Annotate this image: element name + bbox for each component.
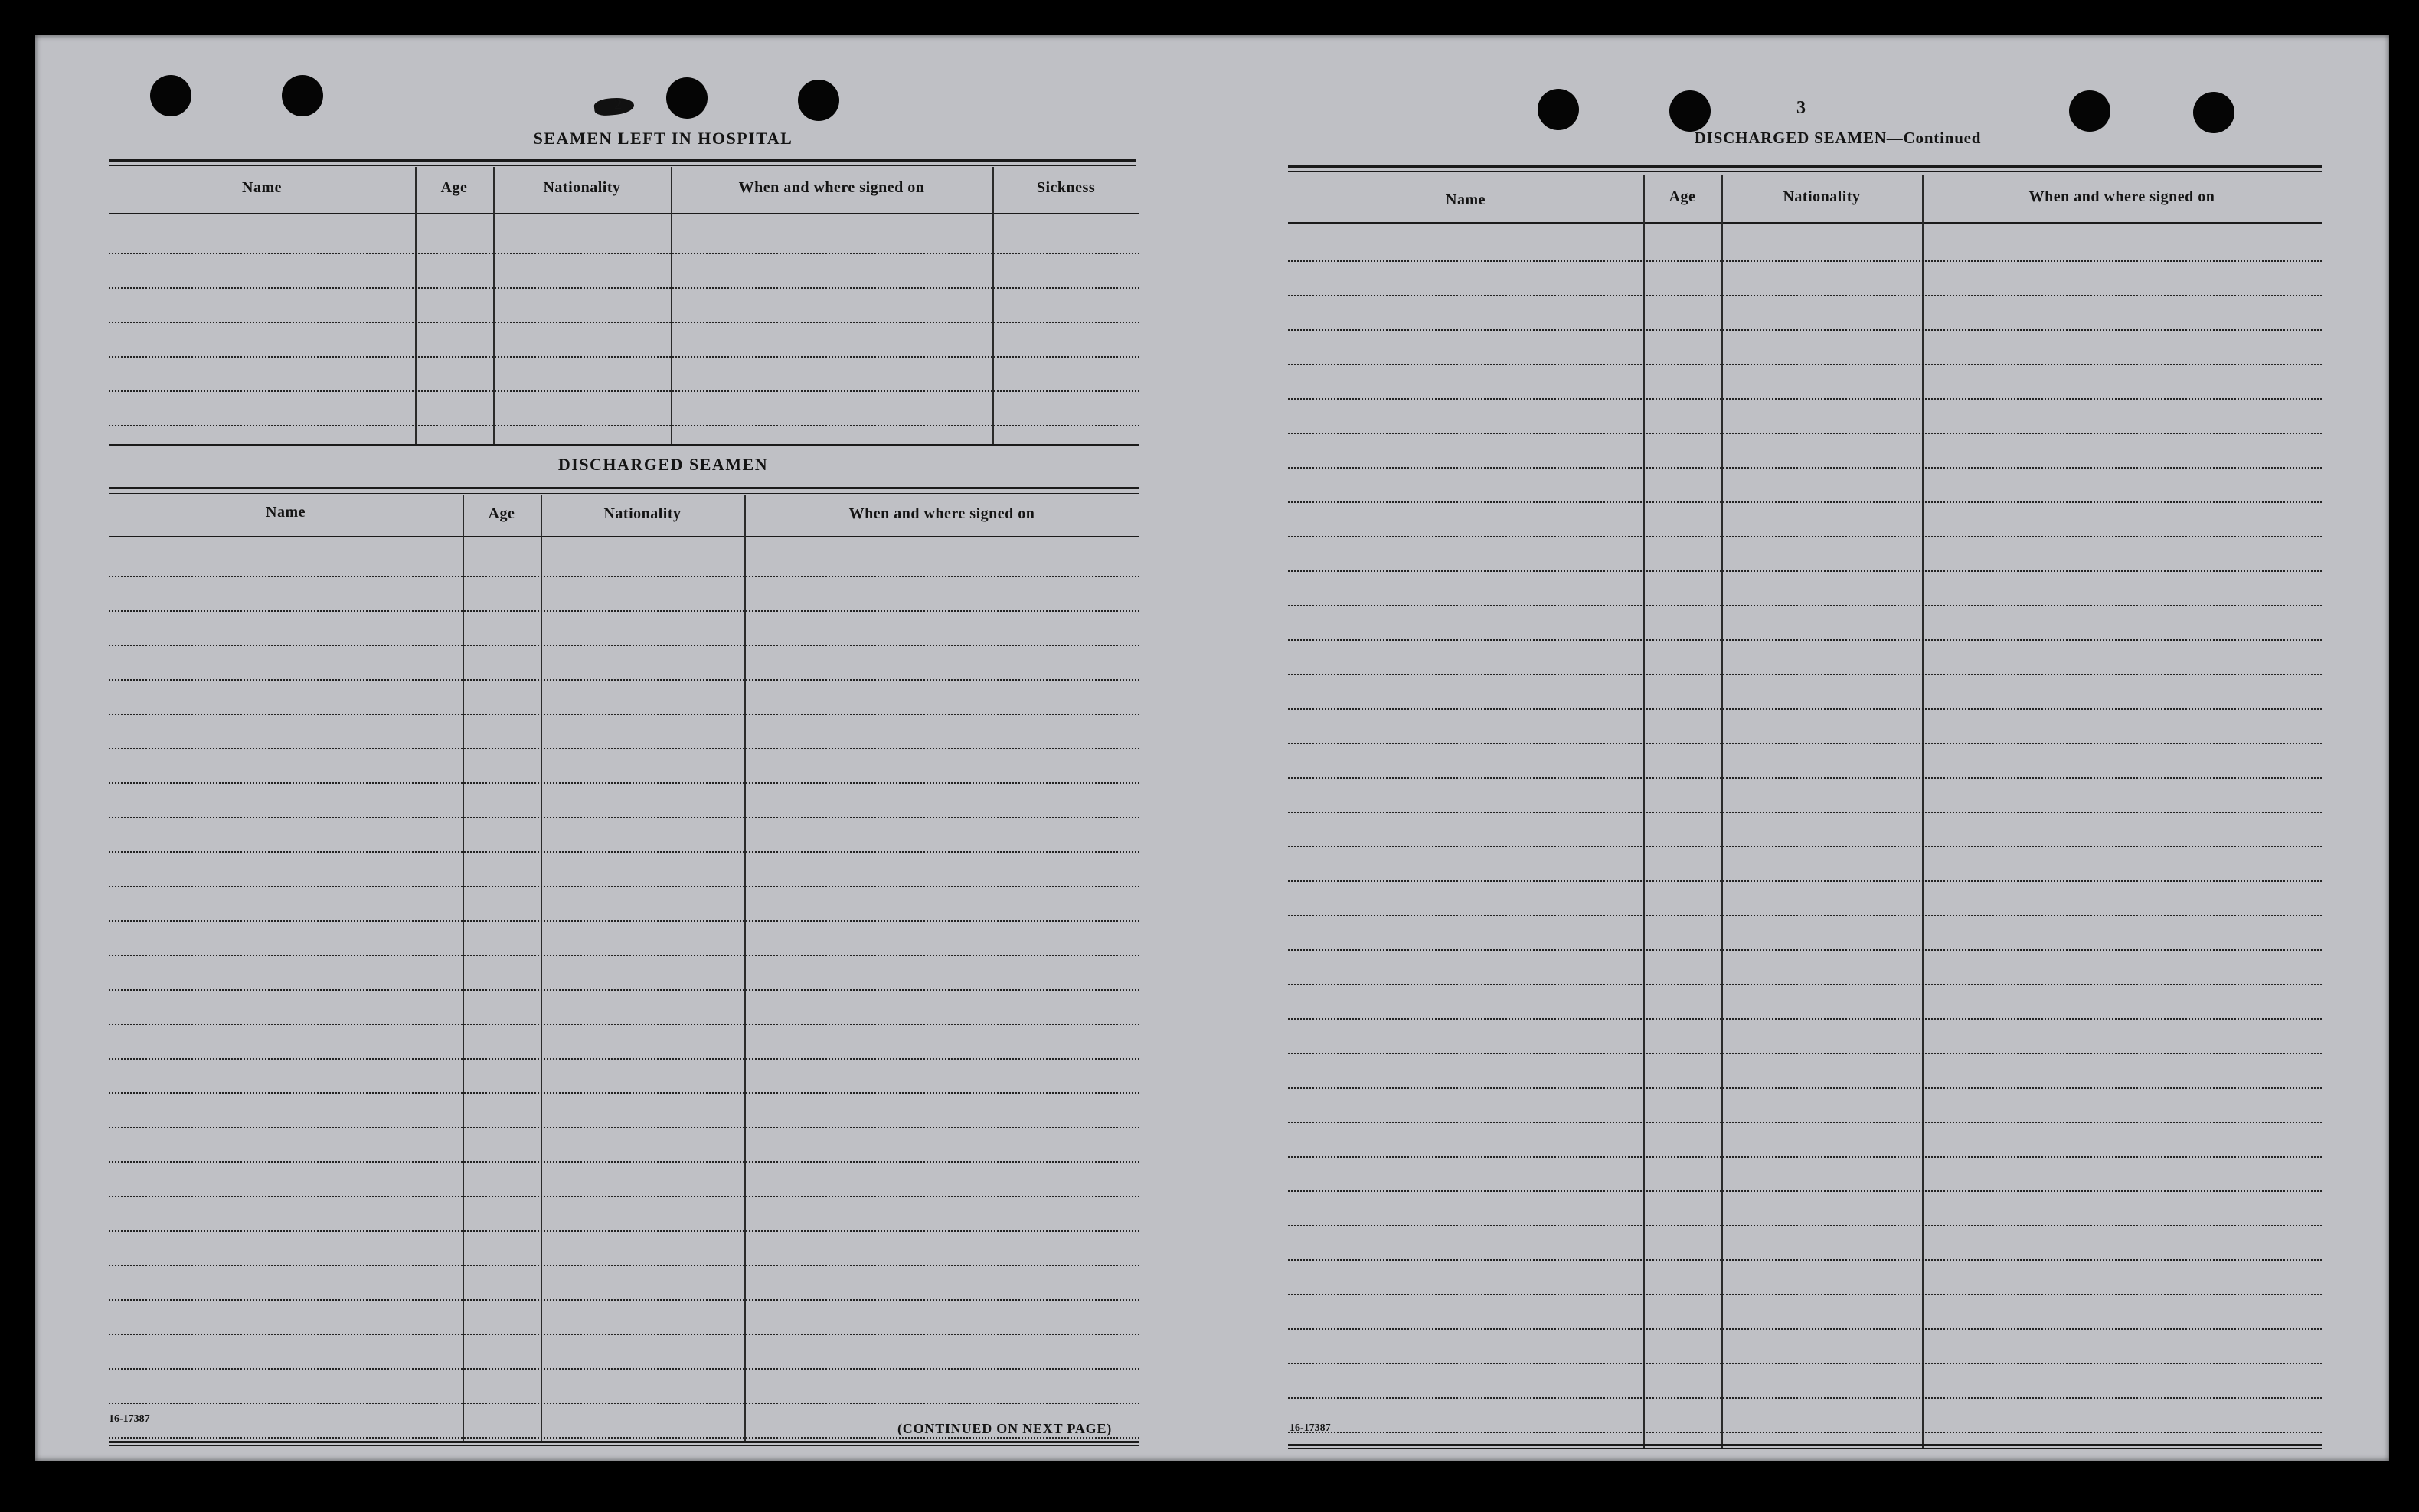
right-bottom-rule: [1288, 1444, 2322, 1449]
ruled-row-line: [1288, 295, 2322, 296]
right-page-number: 3: [1796, 98, 1806, 118]
ruled-row-line: [1288, 915, 2322, 916]
discharged-col-age: Age: [488, 505, 515, 522]
ruled-row-line: [109, 356, 1139, 358]
ruled-row-line: [1288, 1363, 2322, 1364]
ruled-row-line: [1288, 1018, 2322, 1020]
right-col-name: Name: [1446, 191, 1486, 208]
ruled-row-line: [109, 955, 1139, 956]
punch-hole-icon: [150, 75, 191, 116]
ruled-row-line: [1288, 501, 2322, 503]
ruled-row-line: [109, 989, 1139, 991]
left-form-number: 16-17387: [109, 1413, 150, 1425]
ruled-row-line: [109, 1403, 1139, 1404]
ruled-row-line: [109, 714, 1139, 715]
ruled-row-line: [109, 390, 1139, 392]
ruled-row-line: [1288, 880, 2322, 882]
ruled-row-line: [1288, 1328, 2322, 1330]
ruled-row-line: [1288, 1053, 2322, 1054]
hospital-col-name: Name: [242, 179, 282, 196]
punch-hole-icon: [798, 80, 839, 121]
left-page-number: 2: [614, 96, 622, 113]
hospital-top-rule: [109, 159, 1136, 166]
ruled-row-line: [1288, 1432, 2322, 1433]
ruled-row-line: [109, 610, 1139, 612]
ruled-row-line: [109, 322, 1139, 323]
discharged-col-when-where: When and where signed on: [848, 505, 1035, 522]
ruled-row-line: [1288, 1087, 2322, 1089]
ruled-row-line: [109, 1437, 1139, 1439]
ruled-row-line: [109, 1127, 1139, 1128]
ruled-row-line: [109, 287, 1139, 289]
right-form-number: 16-17387: [1290, 1422, 1331, 1434]
discharged-col-name: Name: [266, 504, 306, 521]
ruled-row-line: [1288, 1190, 2322, 1192]
ruled-row-line: [1288, 743, 2322, 744]
ruled-row-line: [109, 1058, 1139, 1060]
ruled-row-line: [109, 1024, 1139, 1025]
ruled-row-line: [1288, 260, 2322, 262]
ruled-row-line: [1288, 1259, 2322, 1261]
punch-hole-icon: [2193, 92, 2234, 133]
hospital-col-sickness: Sickness: [1036, 179, 1096, 196]
punch-hole-icon: [2069, 90, 2110, 132]
hospital-section-title: SEAMEN LEFT IN HOSPITAL: [533, 129, 793, 148]
ruled-row-line: [1288, 536, 2322, 537]
ruled-row-line: [1288, 777, 2322, 779]
right-header-rule: [1288, 222, 2322, 224]
ruled-row-line: [1288, 467, 2322, 469]
punch-hole-icon: [1538, 89, 1579, 130]
ledger-spread: [35, 35, 2389, 1461]
hospital-col-when-where: When and where signed on: [738, 179, 925, 196]
ruled-row-line: [1288, 329, 2322, 331]
hospital-divider: [493, 167, 495, 444]
discharged-top-rule: [109, 487, 1139, 494]
hospital-header-rule: [109, 213, 1139, 214]
ruled-row-line: [1288, 364, 2322, 365]
ruled-row-line: [109, 1092, 1139, 1094]
discharged-col-nationality: Nationality: [603, 505, 682, 522]
right-col-when-where: When and where signed on: [2028, 188, 2215, 205]
discharged-header-rule: [109, 536, 1139, 537]
punch-hole-icon: [1669, 90, 1711, 132]
right-col-nationality: Nationality: [1783, 188, 1861, 205]
ruled-row-line: [1288, 1294, 2322, 1295]
punch-hole-icon: [666, 77, 708, 119]
ruled-row-line: [109, 1196, 1139, 1197]
ruled-row-line: [109, 1265, 1139, 1266]
hospital-col-nationality: Nationality: [543, 179, 621, 196]
ruled-row-line: [109, 253, 1139, 254]
ruled-row-line: [1288, 846, 2322, 847]
ruled-row-line: [109, 576, 1139, 577]
right-col-age: Age: [1669, 188, 1696, 205]
ruled-row-line: [109, 782, 1139, 784]
hospital-bottom-rule: [109, 444, 1139, 446]
hospital-divider: [992, 167, 994, 444]
ruled-row-line: [109, 679, 1139, 681]
ruled-row-line: [1288, 605, 2322, 606]
continued-note: (CONTINUED ON NEXT PAGE): [897, 1421, 1113, 1436]
ruled-row-line: [1288, 984, 2322, 985]
ruled-row-line: [109, 425, 1139, 426]
ruled-row-line: [109, 1368, 1139, 1370]
ruled-row-line: [109, 645, 1139, 646]
ruled-row-line: [1288, 639, 2322, 641]
ruled-row-line: [1288, 1156, 2322, 1158]
ruled-row-line: [109, 817, 1139, 818]
ruled-row-line: [1288, 949, 2322, 951]
ruled-row-line: [1288, 812, 2322, 813]
ruled-row-line: [1288, 433, 2322, 434]
ruled-row-line: [109, 920, 1139, 922]
hospital-divider: [415, 167, 417, 444]
ruled-row-line: [109, 1299, 1139, 1301]
right-top-rule: [1288, 165, 2322, 172]
ruled-row-line: [1288, 1122, 2322, 1123]
ruled-row-line: [109, 886, 1139, 887]
punch-hole-icon: [282, 75, 323, 116]
continued-section-title: DISCHARGED SEAMEN—Continued: [1694, 129, 1982, 147]
left-bottom-rule: [109, 1441, 1139, 1446]
hospital-col-age: Age: [440, 179, 468, 196]
ruled-row-line: [109, 1161, 1139, 1163]
ruled-row-line: [109, 851, 1139, 853]
ruled-row-line: [1288, 708, 2322, 710]
hospital-divider: [671, 167, 672, 444]
ruled-row-line: [109, 1230, 1139, 1232]
ruled-row-line: [109, 1334, 1139, 1335]
ruled-row-line: [1288, 1225, 2322, 1226]
ruled-row-line: [1288, 398, 2322, 400]
ruled-row-line: [109, 748, 1139, 749]
ruled-row-line: [1288, 674, 2322, 675]
ruled-row-line: [1288, 570, 2322, 572]
discharged-section-title: DISCHARGED SEAMEN: [557, 455, 769, 474]
ruled-row-line: [1288, 1397, 2322, 1399]
